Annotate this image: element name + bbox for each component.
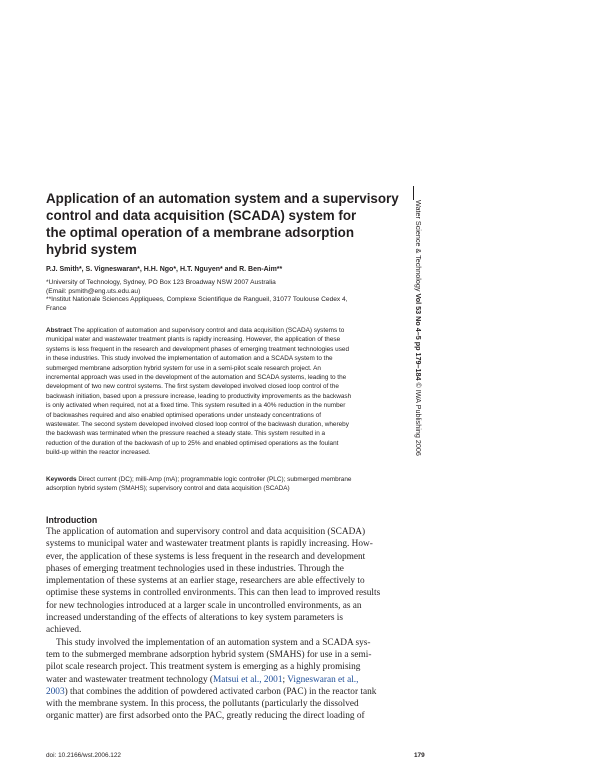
abstract-line: is only activated when required, not at a fixed time. This system resulted in a 40% reduction in the number (46, 402, 346, 410)
affiliation-line: **Institut Nationale Sciences Appliquees, Complexe Scientifique de Rangueil, 31077 Toulouse Cedex 4, (46, 296, 348, 303)
citation-link-matsui[interactable]: Matsui et al., 2001 (213, 674, 283, 685)
affiliation-1 (46, 278, 276, 297)
author-list: P.J. Smith*, S. Vigneswaran*, H.H. Ngo*, H.T. Nguyen* and R. Ben-Aim** (46, 266, 283, 273)
abstract-line: incremental approach was used in the development of the automation and SCADA systems, leading to the (46, 374, 347, 382)
body-line: This study involved the implementation of an automation system and a SCADA sys- (56, 637, 371, 648)
title-line: Application of an automation system and a supervisory (46, 191, 399, 206)
body-line: increased understanding of the effects of alterations to key system parameters is (46, 613, 343, 624)
body-line: with the membrane system. In this process, the pollutants (particularly the dissolved (46, 699, 359, 710)
abstract-line: in these industries. This study involved the implementation of automation and a SCADA system to the (46, 355, 333, 363)
abstract-line: build-up within the reactor increased. (46, 449, 151, 457)
body-line: implementation of these systems at an earlier stage, researchers are able effectively to (46, 576, 365, 587)
publisher-info: © IWA Publishing 2006 (414, 382, 423, 456)
section-heading-introduction: Introduction (46, 515, 98, 525)
body-line: water and wastewater treatment technology (Matsui et al., 2001; Vigneswaran et al., (46, 674, 359, 685)
affiliation-line: France (46, 305, 67, 313)
journal-name: Water Science & Technology (414, 200, 423, 292)
abstract-line: backwash initiation, based upon a pressure increase, leading to productivity improvements as the backwash (46, 392, 352, 400)
affiliation-email[interactable]: (Email: psmith@eng.uts.edu.au) (46, 288, 141, 296)
keywords-line: adsorption hybrid system (SMAHS); supervisory control and data acquisition (SCADA) (46, 485, 290, 493)
abstract-line: Abstract The application of automation and supervisory control and data acquisition (SCADA) systems to (46, 327, 345, 334)
body-line: 2003) that combines the addition of powdered activated carbon (PAC) in the reactor tank (46, 686, 377, 697)
running-head-rule (413, 186, 414, 200)
body-line: achieved. (46, 625, 82, 636)
affiliation-2 (46, 295, 348, 314)
abstract-line: the backwash was terminated when the pressure reached a steady state. This system resulted in a (46, 430, 326, 438)
body-line: tem to the submerged membrane adsorption hybrid system (SMAHS) for use in a semi- (46, 649, 372, 660)
abstract-line: development of two new control systems. The first system developed involved closed loop control of the (46, 383, 339, 391)
abstract-line: wastewater. The second system developed involved closed loop control of the backwash duration, whereby (46, 421, 349, 429)
body-line: phases of emerging treatment technologies used in these industries. Through the (46, 563, 344, 574)
abstract-line: of backwashes required and also enabled optimised operations under unsteady concentrations of (46, 411, 321, 419)
body-line: pilot scale research project. This treatment system is emerging as a highly promising (46, 662, 361, 673)
doi-footer: doi: 10.2166/wst.2006.122 (46, 752, 121, 759)
body-line: organic matter) are first adsorbed onto the PAC, greatly reducing the direct loading of (46, 711, 365, 722)
title-line: the optimal operation of a membrane adsorption (46, 225, 355, 240)
keywords-label: Keywords (46, 476, 77, 483)
abstract-line: municipal water and wastewater treatment plants is rapidly increasing. However, the application of these (46, 336, 341, 344)
abstract-label: Abstract (46, 327, 72, 334)
body-line: systems to municipal water and wastewater treatment plants is rapidly increasing. How- (46, 539, 373, 550)
abstract-line: systems is less frequent in the research and development phases of emerging treatment technologies used (46, 345, 350, 353)
abstract-line: submerged membrane adsorption hybrid system for use in a semi-pilot scale research project. An (46, 364, 321, 372)
citation-link-vigneswaran[interactable]: Vigneswaran et al., (287, 674, 359, 685)
affiliation-line: *University of Technology, Sydney, PO Box 123 Broadway NSW 2007 Australia (46, 279, 276, 286)
page-number: 179 (414, 752, 425, 759)
keywords (46, 475, 396, 494)
introduction-body (46, 526, 391, 723)
volume-info: Vol 53 No 4–5 pp 179–184 (414, 293, 423, 381)
citation-link-vigneswaran-year[interactable]: 2003 (46, 686, 65, 697)
body-line: for new technologies introduced at a larger scale in uncontrolled environments, as an (46, 600, 362, 611)
title-line: control and data acquisition (SCADA) system for (46, 208, 357, 223)
abstract (46, 326, 396, 458)
abstract-line: reduction of the duration of the backwash of up to 25% and enabled optimised operations as the foulant (46, 439, 339, 447)
body-line: ever, the application of these systems is less frequent in the research and development (46, 551, 366, 562)
title-line: hybrid system (46, 242, 137, 257)
body-line: The application of automation and supervisory control and data acquisition (SCADA) (46, 527, 366, 537)
paper-title (46, 190, 399, 258)
running-head (414, 200, 423, 456)
body-line: optimise these systems in controlled environments. This can then lead to improved results (46, 588, 381, 599)
keywords-line: Keywords Direct current (DC); milli-Amp (mA); programmable logic controller (PLC); submerged membrane (46, 476, 352, 483)
